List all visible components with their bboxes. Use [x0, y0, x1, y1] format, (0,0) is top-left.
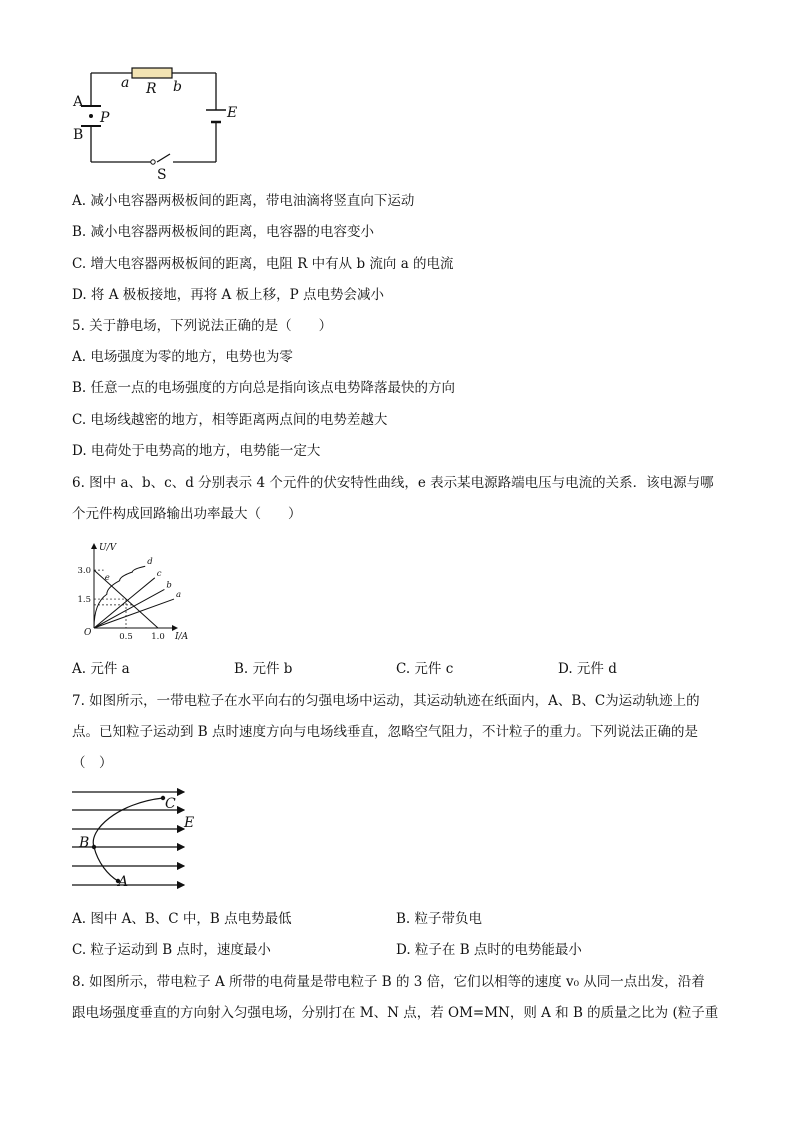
series-line-b	[94, 589, 164, 628]
label-B: B	[73, 127, 84, 143]
q6-stem-line1: 6. 图中 a、b、c、d 分别表示 4 个元件的伏安特性曲线，e 表示某电源路端电压与电流的关系．该电源与哪	[72, 475, 714, 491]
q5-stem: 5. 关于静电场，下列说法正确的是（ ）	[72, 318, 333, 334]
x-tick-label: 0.5	[119, 632, 133, 642]
x-tick-label: 1.0	[151, 632, 165, 642]
electric-field-trajectory-figure	[68, 785, 208, 895]
label-R: R	[146, 81, 157, 97]
q6-option-c: C. 元件 c	[396, 661, 454, 677]
q5-option-a: A. 电场强度为零的地方，电势也为零	[72, 349, 293, 365]
oil-drop-dot	[89, 114, 93, 118]
q4-option-d: D. 将 A 极板接地，再将 A 板上移，P 点电势会减小	[72, 287, 384, 303]
y-axis-label: U/V	[99, 543, 117, 553]
q6-option-d: D. 元件 d	[558, 661, 617, 677]
label-B: B	[79, 835, 90, 851]
label-S: S	[157, 167, 167, 183]
q7-option-b: B. 粒子带负电	[396, 911, 483, 927]
label-E: E	[184, 815, 195, 831]
iv-characteristic-chart	[72, 536, 202, 646]
point-B-dot	[92, 845, 96, 849]
chart-series-group	[94, 557, 181, 628]
q7-option-c: C. 粒子运动到 B 点时，速度最小	[72, 942, 271, 958]
q7-stem-line3: （ ）	[72, 755, 113, 771]
label-E: E	[227, 105, 238, 121]
q4-option-b: B. 减小电容器两极板间的距离，电容器的电容变小	[72, 224, 375, 240]
q8-stem-line2: 跟电场强度垂直的方向射入匀强电场，分别打在 M、N 点，若 OM=MN，则 A 和 B 的质量之比为 (粒子重	[72, 1005, 719, 1021]
label-C: C	[165, 796, 176, 812]
q7-stem-line1: 7. 如图所示，一带电粒子在水平向右的匀强电场中运动，其运动轨迹在纸面内，A、B、C为运动轨迹上的	[72, 693, 700, 709]
series-line-c	[94, 578, 155, 628]
series-label-a: a	[176, 590, 182, 601]
q5-option-b: B. 任意一点的电场强度的方向总是指向该点电势降落最快的方向	[72, 380, 456, 396]
q7-option-d: D. 粒子在 B 点时的电势能最小	[396, 942, 582, 958]
q4-option-a: A. 减小电容器两极板间的距离，带电油滴将竖直向下运动	[72, 193, 415, 209]
capacitor-circuit-figure	[60, 58, 260, 183]
series-label-b: b	[166, 580, 172, 591]
resistor-R	[132, 68, 172, 78]
series-label-d: d	[147, 557, 153, 568]
q6-option-b: B. 元件 b	[234, 661, 293, 677]
q7-stem-line2: 点。已知粒子运动到 B 点时速度方向与电场线垂直，忽略空气阻力，不计粒子的重力。下列说法正确的是	[72, 724, 699, 740]
label-a: a	[121, 75, 130, 91]
label-A: A	[73, 94, 84, 110]
q7-option-a: A. 图中 A、B、C 中，B 点电势最低	[72, 911, 292, 927]
q8-stem-line1: 8. 如图所示，带电粒子 A 所带的电荷量是带电粒子 B 的 3 倍，它们以相等的速度 v₀ 从同一点出发，沿着	[72, 974, 705, 990]
y-tick-label: 1.5	[77, 595, 91, 606]
origin-label: O	[84, 628, 92, 638]
q6-stem-line2: 个元件构成回路输出功率最大（ ）	[72, 506, 302, 522]
q5-option-c: C. 电场线越密的地方，相等距离两点间的电势差越大	[72, 412, 388, 428]
series-label-e: e	[104, 572, 110, 583]
x-axis-label: I/A	[175, 632, 189, 642]
series-label-c: c	[156, 568, 162, 579]
switch-contact	[151, 160, 155, 164]
label-A: A	[118, 874, 129, 890]
q4-option-c: C. 增大电容器两极板间的距离，电阻 R 中有从 b 流向 a 的电流	[72, 256, 454, 272]
label-b: b	[173, 79, 182, 95]
y-tick-label: 3.0	[77, 566, 91, 577]
q5-option-d: D. 电荷处于电势高的地方，电势能一定大	[72, 443, 321, 459]
series-line-a	[94, 599, 174, 628]
label-P: P	[100, 110, 110, 126]
q6-option-a: A. 元件 a	[72, 661, 130, 677]
